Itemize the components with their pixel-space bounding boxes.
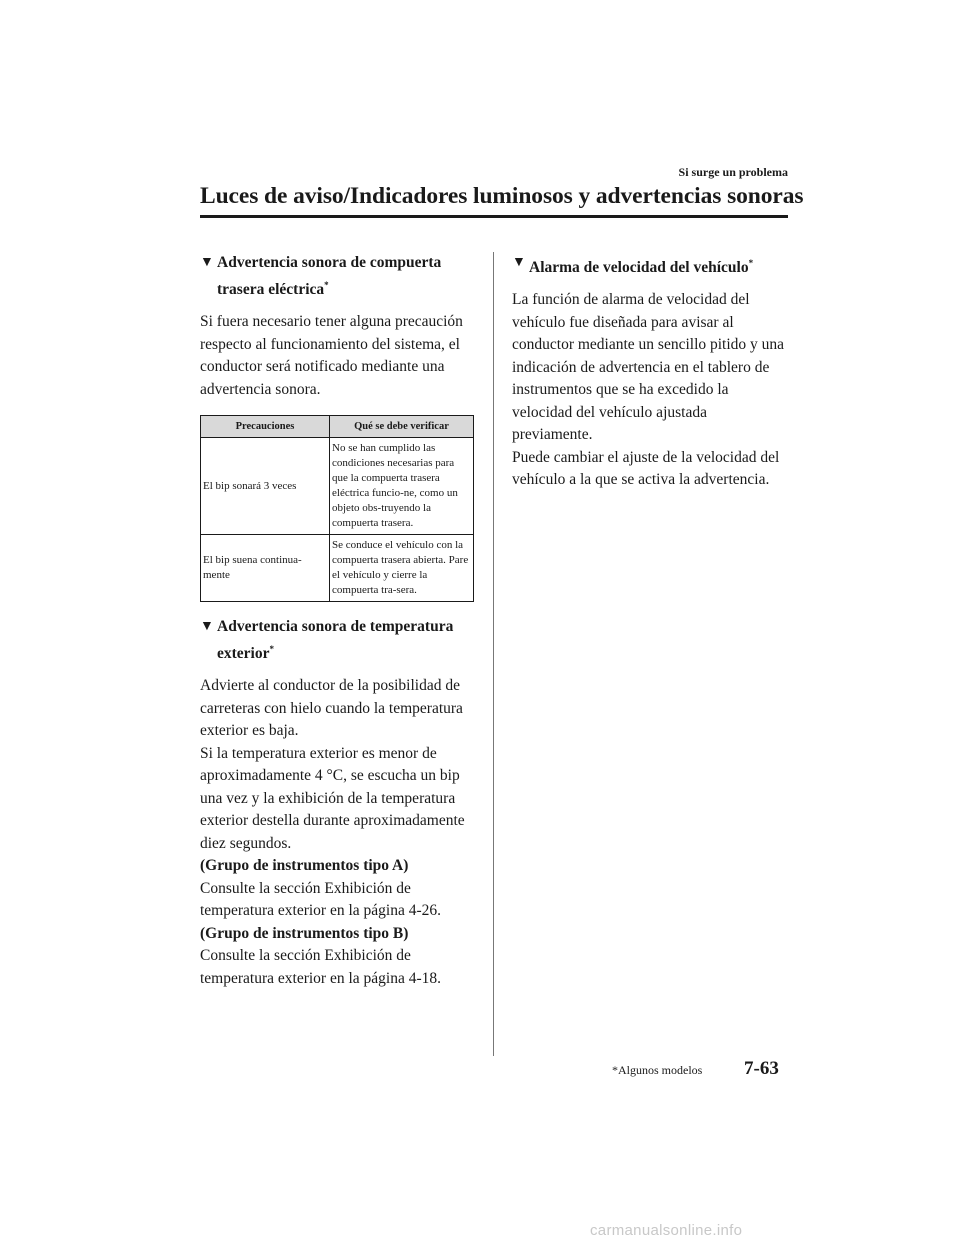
right-column	[512, 252, 788, 492]
table-cell: Se conduce el vehículo con la compuerta trasera abierta. Pare el vehículo y cierre la compuerta tra-sera.	[330, 535, 474, 602]
table-cell: El bip sonará 3 veces	[201, 438, 330, 535]
table-header-precautions: Precauciones	[201, 416, 330, 438]
heading-outside-temp-line1: Advertencia sonora de temperatura	[217, 618, 454, 636]
column-divider	[493, 252, 494, 1056]
heading-power-liftgate-line2: trasera eléctrica	[217, 281, 325, 299]
cluster-type-b-heading: (Grupo de instrumentos tipo B)	[200, 924, 409, 942]
header-rule	[200, 215, 788, 218]
footer-note: *Algunos modelos	[612, 1063, 703, 1077]
triangle-down-icon: ▼	[200, 619, 214, 635]
table-header-verify: Qué se debe verificar	[330, 416, 474, 438]
page-number: 7-63	[744, 1058, 779, 1079]
table-cell: No se han cumplido las condiciones necesarias para que la compuerta trasera eléctrica funcio-ne, como un objeto obs-truyendo la compuerta trasera.	[330, 438, 474, 535]
watermark: carmanualsonline.info	[590, 1222, 743, 1239]
triangle-down-icon: ▼	[512, 255, 526, 270]
liftgate-description: Si fuera necesario tener alguna precaución respecto al funcionamiento del sistema, el conductor será notificado mediante una advertencia sonora.	[200, 313, 463, 398]
asterisk-mark: *	[269, 644, 274, 655]
heading-speed-alarm	[512, 252, 788, 279]
cluster-type-a-heading: (Grupo de instrumentos tipo A)	[200, 857, 409, 875]
triangle-down-icon: ▼	[200, 255, 214, 270]
table-row	[201, 438, 474, 535]
section-title: Luces de aviso/Indicadores luminosos y advertencias sonoras	[200, 183, 804, 209]
liftgate-table	[200, 415, 474, 602]
chapter-title: Si surge un problema	[678, 165, 788, 179]
heading-speed-alarm-text: Alarma de velocidad del vehículo	[529, 259, 749, 277]
outside-temp-details: Si la temperatura exterior es menor de aproximadamente 4 °C, se escucha un bip una vez y la exhibición de la temperatura exterior destella durante aproximadamente diez segundos.	[200, 744, 465, 852]
speed-alarm-adjust: Puede cambiar el ajuste de la velocidad del vehículo a la que se activa la advertencia.	[512, 448, 780, 489]
cluster-type-b-ref: Consulte la sección Exhibición de temperatura exterior en la página 4-18.	[200, 947, 441, 987]
table-row	[201, 535, 474, 602]
asterisk-mark: *	[748, 258, 754, 268]
heading-power-liftgate-line1: Advertencia sonora de compuerta	[217, 254, 442, 271]
speed-alarm-description: La función de alarma de velocidad del vehículo fue diseñada para avisar al conductor mediante un sencillo pitido y una indicación de advertencia en el tablero de instrumentos que se ha excedido la velocidad del vehículo ajustada previamente.	[512, 291, 785, 444]
left-column	[200, 252, 474, 990]
asterisk-mark: *	[324, 280, 329, 290]
cluster-type-a-ref: Consulte la sección Exhibición de temperatura exterior en la página 4-26.	[200, 879, 441, 920]
heading-power-liftgate	[200, 252, 474, 301]
heading-outside-temp-line2: exterior	[217, 645, 270, 663]
outside-temp-description: Advierte al conductor de la posibilidad de carreteras con hielo cuando la temperatura exterior es baja.	[200, 677, 463, 740]
table-cell: El bip suena continua-mente	[201, 535, 330, 602]
heading-outside-temp	[200, 616, 474, 665]
